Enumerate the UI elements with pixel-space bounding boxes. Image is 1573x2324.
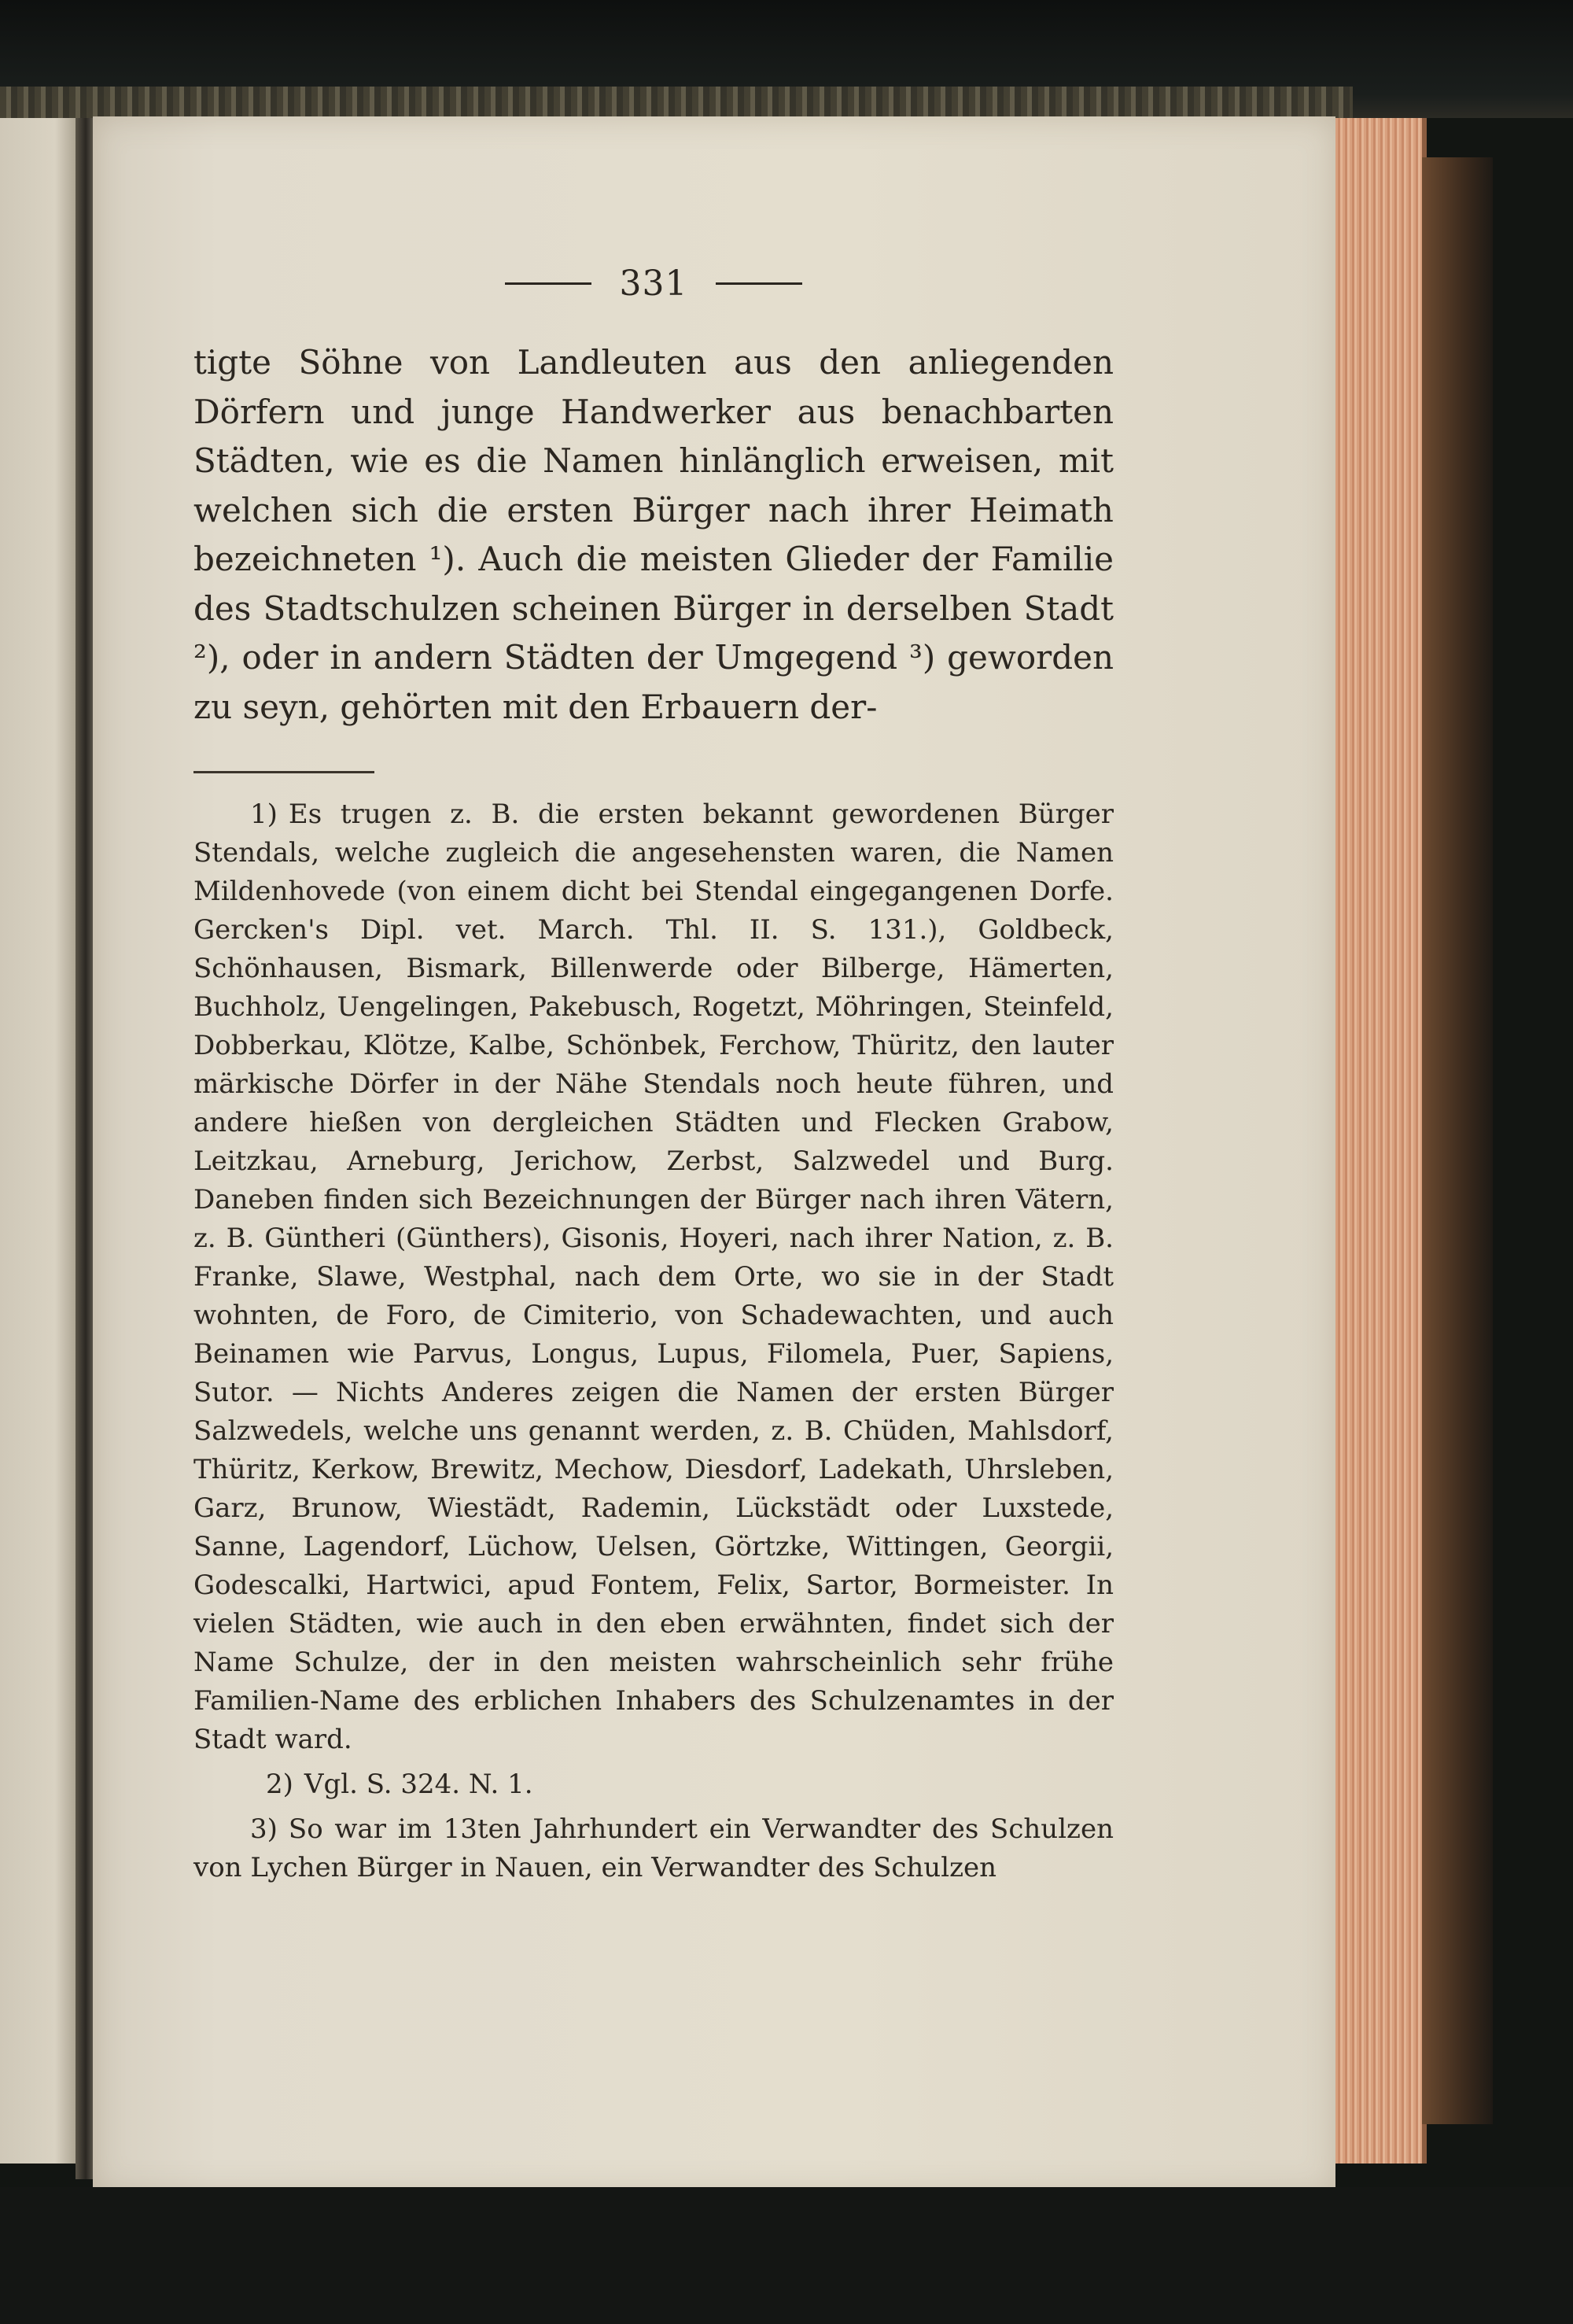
footnote-3	[193, 1810, 1114, 1887]
previous-page-edge	[0, 118, 79, 2164]
page-header	[193, 260, 1114, 307]
footnote-2	[193, 1765, 1114, 1804]
footnote-text: Vgl. S. 324. N. 1.	[304, 1769, 533, 1800]
header-rule-right	[716, 282, 802, 285]
footnote-divider	[193, 771, 374, 773]
footnote-1	[193, 795, 1114, 1759]
footnote-text: Es trugen z. B. die ersten bekannt gewordenen Bürger Stendals, welche zugleich die angesehensten waren, die Namen Mildenhovede (von einem dicht bei Stendal eingegangenen Dorfe. Gercken's Dipl. vet. March. Thl. II. S. 131.), Goldbeck, Schönhausen, Bismark, Billenwerde oder Bilberge, Hämerten, Buchholz, Uengelingen, Pakebusch, Rogetzt, Möhringen, Steinfeld, Dobberkau, Klötze, Kalbe, Schönbek, Ferchow, Thüritz, den lauter märkische Dörfer in der Nähe Stendals noch heute führen, und andere hießen von dergleichen Städten und Flecken Grabow, Leitzkau, Arneburg, Jerichow, Zerbst, Salzwedel und Burg. Daneben finden sich Bezeichnungen der Bürger nach ihren Vätern, z. B. Güntheri (Günthers), Gisonis, Hoyeri, nach ihrer Nation, z. B. Franke, Slawe, Westphal, nach dem Orte, wo sie in der Stadt wohnten, de Foro, de Cimiterio, von Schadewachten, und auch Beinamen wie Parvus, Longus, Lupus, Filomela, Puer, Sapiens, Sutor. — Nichts Anderes zeigen die Namen der ersten Bürger Salzwedels, welche uns genannt werden, z. B. Chüden, Mahlsdorf, Thüritz, Kerkow, Brewitz, Mechow, Diesdorf, Ladekath, Uhrsleben, Garz, Brunow, Wiestädt, Rademin, Lückstädt oder Luxstede, Sanne, Lagendorf, Lüchow, Uelsen, Görtzke, Wittingen, Georgii, Godescalki, Hartwici, apud Fontem, Felix, Sartor, Bormeister. In vielen Städten, wie auch in den eben erwähnten, findet sich der Name Schulze, der in den meisten wahrscheinlich sehr frühe Familien-Name des erblichen Inhabers des Schulzenamtes in der Stadt ward.	[193, 799, 1114, 1755]
main-paragraph: tigte Söhne von Landleuten aus den anliegenden Dörfern und junge Handwerker aus benachbarten Städten, wie es die Namen hinlänglich erweisen, mit welchen sich die ersten Bürger nach ihrer Heimath bezeichneten ¹). Auch die meisten Glieder der Familie des Stadtschulzen scheinen Bürger in derselben Stadt ²), oder in andern Städten der Umgegend ³) geworden zu seyn, gehörten mit den Erbauern der-	[193, 343, 1114, 726]
page-edges	[1335, 118, 1427, 2164]
text-block	[193, 260, 1114, 1894]
back-cover-edge	[1422, 157, 1493, 2124]
footnote-number: 2)	[266, 1769, 293, 1800]
background-bottom	[0, 2187, 1573, 2324]
footnotes	[193, 795, 1114, 1887]
footnote-number: 3)	[250, 1813, 278, 1845]
header-rule-left	[505, 282, 591, 285]
footnote-number: 1)	[250, 799, 278, 830]
footnote-text: So war im 13ten Jahrhundert ein Verwandter des Schulzen von Lychen Bürger in Nauen, ein Verwandter des Schulzen	[193, 1813, 1114, 1883]
page-number: 331	[619, 263, 688, 304]
